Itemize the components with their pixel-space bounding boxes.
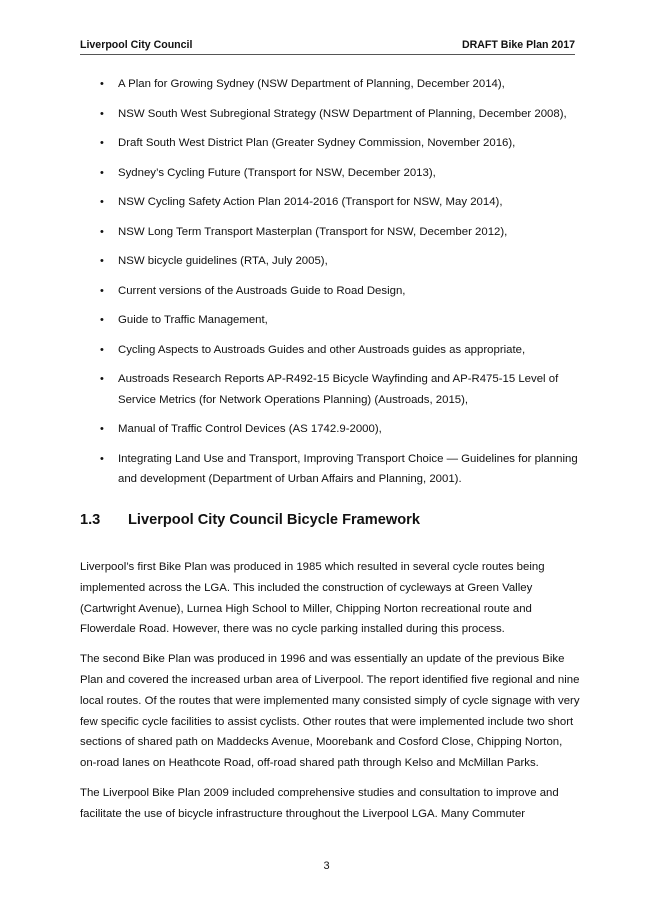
bullet-icon: • [100,255,104,267]
list-item-text: Integrating Land Use and Transport, Improving Transport Choice — Guidelines for planning and development (Department of Urban Affairs and Planning, 2001). [118,452,578,485]
header-organisation: Liverpool City Council [80,39,193,51]
list-item [80,163,580,184]
list-item [80,369,580,410]
list-item-text: Guide to Traffic Management, [118,314,268,326]
section-body [80,557,580,834]
list-item-text: NSW Cycling Safety Action Plan 2014-2016 (Transport for NSW, May 2014), [118,196,503,208]
bullet-icon: • [100,196,104,208]
list-item-text: Cycling Aspects to Austroads Guides and other Austroads guides as appropriate, [118,343,526,356]
list-item [80,281,580,302]
list-item [80,74,580,95]
bullet-icon: • [100,373,104,385]
page-number: 3 [323,860,330,872]
bullet-icon: • [100,284,104,297]
list-item [80,104,580,125]
list-item-text: Draft South West District Plan (Greater Sydney Commission, November 2016), [118,137,516,149]
list-item-text: NSW South West Subregional Strategy (NSW Department of Planning, December 2008), [118,107,567,120]
bullet-icon: • [100,78,104,90]
list-item [80,133,580,154]
list-item-text: Current versions of the Austroads Guide to Road Design, [118,284,406,297]
list-item [80,310,580,331]
paragraph: The Liverpool Bike Plan 2009 included comprehensive studies and consultation to improve and facilitate the use of bicycle infrastructure throughout the Liverpool LGA. Many Commuter [80,786,559,820]
list-item-text: Manual of Traffic Control Devices (AS 1742.9-2000), [118,423,382,435]
list-item-text: NSW Long Term Transport Masterplan (Transport for NSW, December 2012), [118,225,508,238]
bullet-icon: • [100,314,104,326]
bullet-icon: • [100,343,104,356]
list-item [80,222,580,243]
list-item [80,192,580,213]
bullet-icon: • [100,225,104,238]
section-number: 1.3 [80,512,101,528]
bullet-icon: • [100,166,104,179]
list-item-text: A Plan for Growing Sydney (NSW Department of Planning, December 2014), [118,78,505,90]
list-item [80,449,580,490]
bullet-icon: • [100,137,104,149]
list-item-text: NSW bicycle guidelines (RTA, July 2005), [118,255,328,267]
list-item-text: Austroads Research Reports AP-R492-15 Bicycle Wayfinding and AP-R475-15 Level of Service Metrics (for Network Operations Planning) (Austroads, 2015), [118,373,559,406]
bullet-icon: • [100,107,104,120]
section-title: Liverpool City Council Bicycle Framework [128,512,420,528]
reference-list [80,74,580,499]
list-item [80,340,580,361]
bullet-icon: • [100,423,104,435]
list-item [80,419,580,440]
paragraph: Liverpool’s first Bike Plan was produced in 1985 which resulted in several cycle routes being implemented across the LGA. This included the construction of cycleways at Green Valley (Cartwright Avenue), Lurnea High School to Miller, Chipping Norton recreational route and Flowerdale Road. However, there was no cycle parking installed during this process. [80,561,545,636]
paragraph: The second Bike Plan was produced in 1996 and was essentially an update of the previous Bike Plan and covered the increased urban area of Liverpool. The report identified five regional and nine local routes. Of the routes that were implemented many consisted simply of cycle signage with very few specific cycle facilities to assist cyclists. Other routes that were implemented include two short sections of shared path on Maddecks Avenue, Moorebank and Cosford Close, Chipping Norton, on-road lanes on Heathcote Road, off-road shared path through Kelso and McMillan Parks. [80,653,580,770]
bullet-icon: • [100,452,104,465]
header-document-title: DRAFT Bike Plan 2017 [461,39,575,51]
list-item-text: Sydney’s Cycling Future (Transport for NSW, December 2013), [118,166,436,179]
page-header [80,38,575,55]
section-heading [80,512,420,528]
list-item [80,251,580,272]
